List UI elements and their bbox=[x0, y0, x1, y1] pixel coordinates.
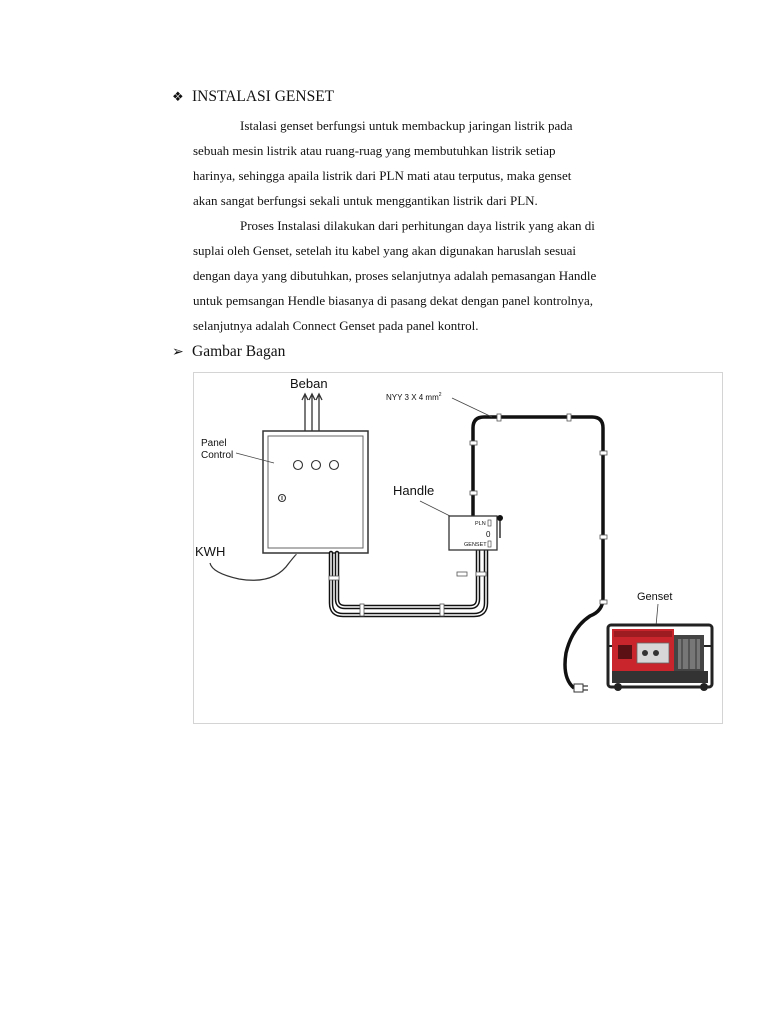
section-title: INSTALASI GENSET bbox=[192, 88, 335, 105]
wiring-diagram bbox=[193, 372, 723, 724]
paragraph-2 bbox=[193, 213, 693, 338]
genset-leader-line bbox=[656, 604, 658, 626]
cable-leader-line bbox=[452, 398, 492, 417]
subsection-title: Gambar Bagan bbox=[192, 343, 286, 360]
genset-indicator-icon bbox=[488, 541, 491, 547]
genset-cable bbox=[473, 417, 603, 688]
genset-cable-clips bbox=[470, 414, 607, 604]
paragraph-line: harinya, sehingga apaila listrik dari PLN mati atau terputus, maka genset bbox=[193, 168, 572, 183]
cable-clips bbox=[329, 572, 486, 616]
paragraph-line: dengan daya yang dibutuhkan, proses selanjutnya adalah pemasangan Handle bbox=[193, 268, 597, 283]
diamond-bullet-icon: ❖ bbox=[172, 90, 184, 105]
panel-label-line2: Control bbox=[201, 450, 234, 461]
beban-label: Beban bbox=[290, 376, 328, 391]
kwh-label: KWH bbox=[195, 544, 226, 559]
paragraph-line: untuk pemsangan Hendle biasanya di pasang dekat dengan panel kontrolnya, bbox=[193, 293, 593, 308]
paragraph-line: akan sangat berfungsi sekali untuk menggantikan listrik dari PLN. bbox=[193, 193, 538, 208]
paragraph-1 bbox=[193, 113, 693, 213]
load-arrows-icon bbox=[302, 394, 322, 431]
genset-switch-label: GENSET bbox=[464, 542, 487, 548]
panel-control-box bbox=[263, 431, 368, 553]
diagram-svg bbox=[194, 373, 722, 723]
paragraph-line: Istalasi genset berfungsi untuk membackup jaringan listrik pada bbox=[240, 118, 573, 133]
section-heading bbox=[172, 88, 334, 106]
paragraph-line: Proses Instalasi dilakukan dari perhitungan daya listrik yang akan di bbox=[240, 218, 595, 233]
pln-indicator-icon bbox=[488, 520, 491, 526]
generator-icon bbox=[608, 625, 712, 691]
subsection-heading bbox=[172, 343, 285, 361]
handle-label: Handle bbox=[393, 483, 435, 498]
plug-icon bbox=[574, 684, 588, 692]
cable-spec-label: NYY 3 X 4 $mm^2$ bbox=[386, 392, 442, 402]
panel-label-line1: Panel bbox=[201, 438, 227, 449]
genset-label: Genset bbox=[637, 591, 673, 603]
arrow-bullet-icon: ➢ bbox=[172, 344, 184, 360]
panel-handle-cable bbox=[331, 545, 486, 615]
paragraph-line: suplai oleh Genset, setelah itu kabel yang akan digunakan haruslah sesuai bbox=[193, 243, 577, 258]
pln-label: PLN bbox=[475, 521, 486, 527]
paragraph-line: selanjutnya adalah Connect Genset pada panel kontrol. bbox=[193, 318, 479, 333]
handle-zero-label: 0 bbox=[486, 530, 491, 539]
paragraph-line: sebuah mesin listrik atau ruang-ruag yang membutuhkan listrik setiap bbox=[193, 143, 556, 158]
